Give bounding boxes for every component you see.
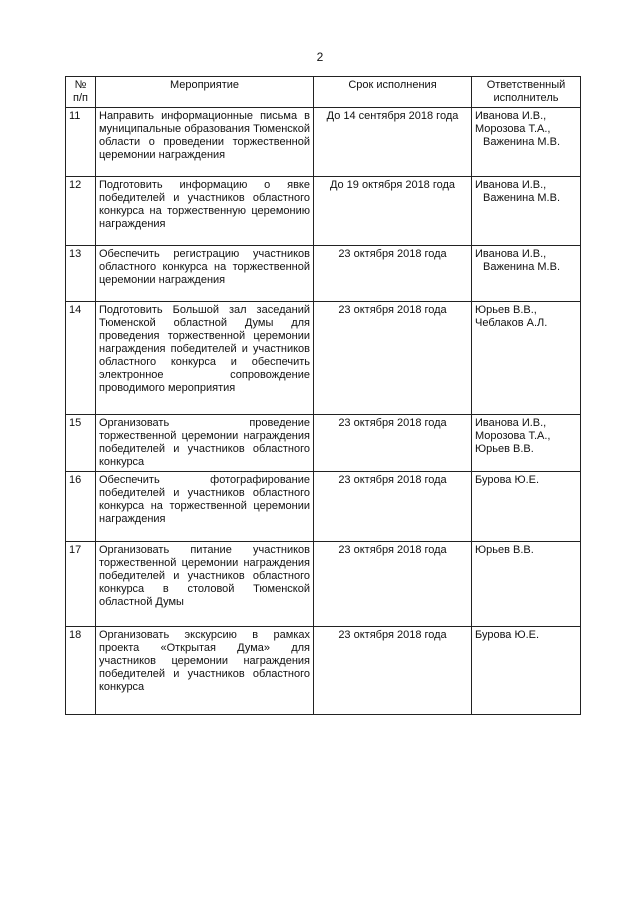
row-responsible xyxy=(472,246,581,302)
row-activity: Обеспечить фотографирование победителей и участников областного конкурса на торжественной церемонии награждения xyxy=(96,472,314,542)
row-num: 18 xyxy=(66,627,96,715)
activities-table xyxy=(65,76,581,715)
table-row xyxy=(66,542,581,627)
row-deadline: 23 октября 2018 года xyxy=(314,246,472,302)
table-header-row xyxy=(66,77,581,108)
header-activity: Мероприятие xyxy=(96,77,314,108)
responsible-person: Бурова Ю.Е. xyxy=(475,629,540,641)
table-row xyxy=(66,246,581,302)
row-activity: Организовать питание участников торжественной церемонии награждения победителей и участников областного конкурса в столовой Тюменской областной Думы xyxy=(96,542,314,627)
table-row xyxy=(66,627,581,715)
responsible-person: Юрьев В.В. xyxy=(475,443,534,455)
row-num: 16 xyxy=(66,472,96,542)
row-deadline: 23 октября 2018 года xyxy=(314,627,472,715)
table-row xyxy=(66,108,581,177)
row-responsible xyxy=(472,542,581,627)
row-activity: Подготовить Большой зал заседаний Тюменской областной Думы для проведения торжественной церемонии награждения победителей и участников областного конкурса и обеспечить электронное сопровождение проводимого мероприятия xyxy=(96,302,314,415)
row-num: 11 xyxy=(66,108,96,177)
responsible-person: Морозова Т.А., xyxy=(475,123,551,135)
row-activity: Организовать проведение торжественной церемонии награждения победителей и участников областного конкурса xyxy=(96,415,314,472)
responsible-person: Важенина М.В. xyxy=(483,136,561,148)
row-responsible xyxy=(472,177,581,246)
page-number: 2 xyxy=(316,50,324,64)
row-deadline: 23 октября 2018 года xyxy=(314,542,472,627)
row-responsible xyxy=(472,108,581,177)
row-activity: Организовать экскурсию в рамках проекта «Открытая Дума» для участников церемонии награждения победителей и участников областного конкурса xyxy=(96,627,314,715)
row-responsible xyxy=(472,627,581,715)
responsible-person: Юрьев В.В. xyxy=(475,544,534,556)
row-activity: Обеспечить регистрацию участников областного конкурса на торжественной церемонии награждения xyxy=(96,246,314,302)
responsible-person: Морозова Т.А., xyxy=(475,430,551,442)
responsible-person: Бурова Ю.Е. xyxy=(475,474,540,486)
row-activity: Направить информационные письма в муниципальные образования Тюменской области о проведении торжественной церемонии награждения xyxy=(96,108,314,177)
row-activity: Подготовить информацию о явке победителей и участников областного конкурса на торжественную церемонию награждения xyxy=(96,177,314,246)
table-row xyxy=(66,415,581,472)
responsible-person: Юрьев В.В., xyxy=(475,304,537,316)
responsible-person: Иванова И.В., xyxy=(475,417,547,429)
row-responsible xyxy=(472,415,581,472)
row-deadline: 23 октября 2018 года xyxy=(314,415,472,472)
row-deadline: 23 октября 2018 года xyxy=(314,472,472,542)
responsible-person: Чеблаков А.Л. xyxy=(475,317,548,329)
table-row xyxy=(66,302,581,415)
header-responsible: Ответственный исполнитель xyxy=(472,77,581,108)
responsible-person: Иванова И.В., xyxy=(475,110,547,122)
table-row xyxy=(66,472,581,542)
row-num: 13 xyxy=(66,246,96,302)
responsible-person: Важенина М.В. xyxy=(483,261,561,273)
table-row xyxy=(66,177,581,246)
header-num: № п/п xyxy=(66,77,96,108)
header-deadline: Срок исполнения xyxy=(314,77,472,108)
row-num: 12 xyxy=(66,177,96,246)
row-deadline: До 19 октября 2018 года xyxy=(314,177,472,246)
row-responsible xyxy=(472,302,581,415)
responsible-person: Иванова И.В., xyxy=(475,248,547,260)
row-deadline: 23 октября 2018 года xyxy=(314,302,472,415)
row-num: 17 xyxy=(66,542,96,627)
row-num: 15 xyxy=(66,415,96,472)
row-num: 14 xyxy=(66,302,96,415)
row-deadline: До 14 сентября 2018 года xyxy=(314,108,472,177)
row-responsible xyxy=(472,472,581,542)
responsible-person: Важенина М.В. xyxy=(483,192,561,204)
responsible-person: Иванова И.В., xyxy=(475,179,547,191)
